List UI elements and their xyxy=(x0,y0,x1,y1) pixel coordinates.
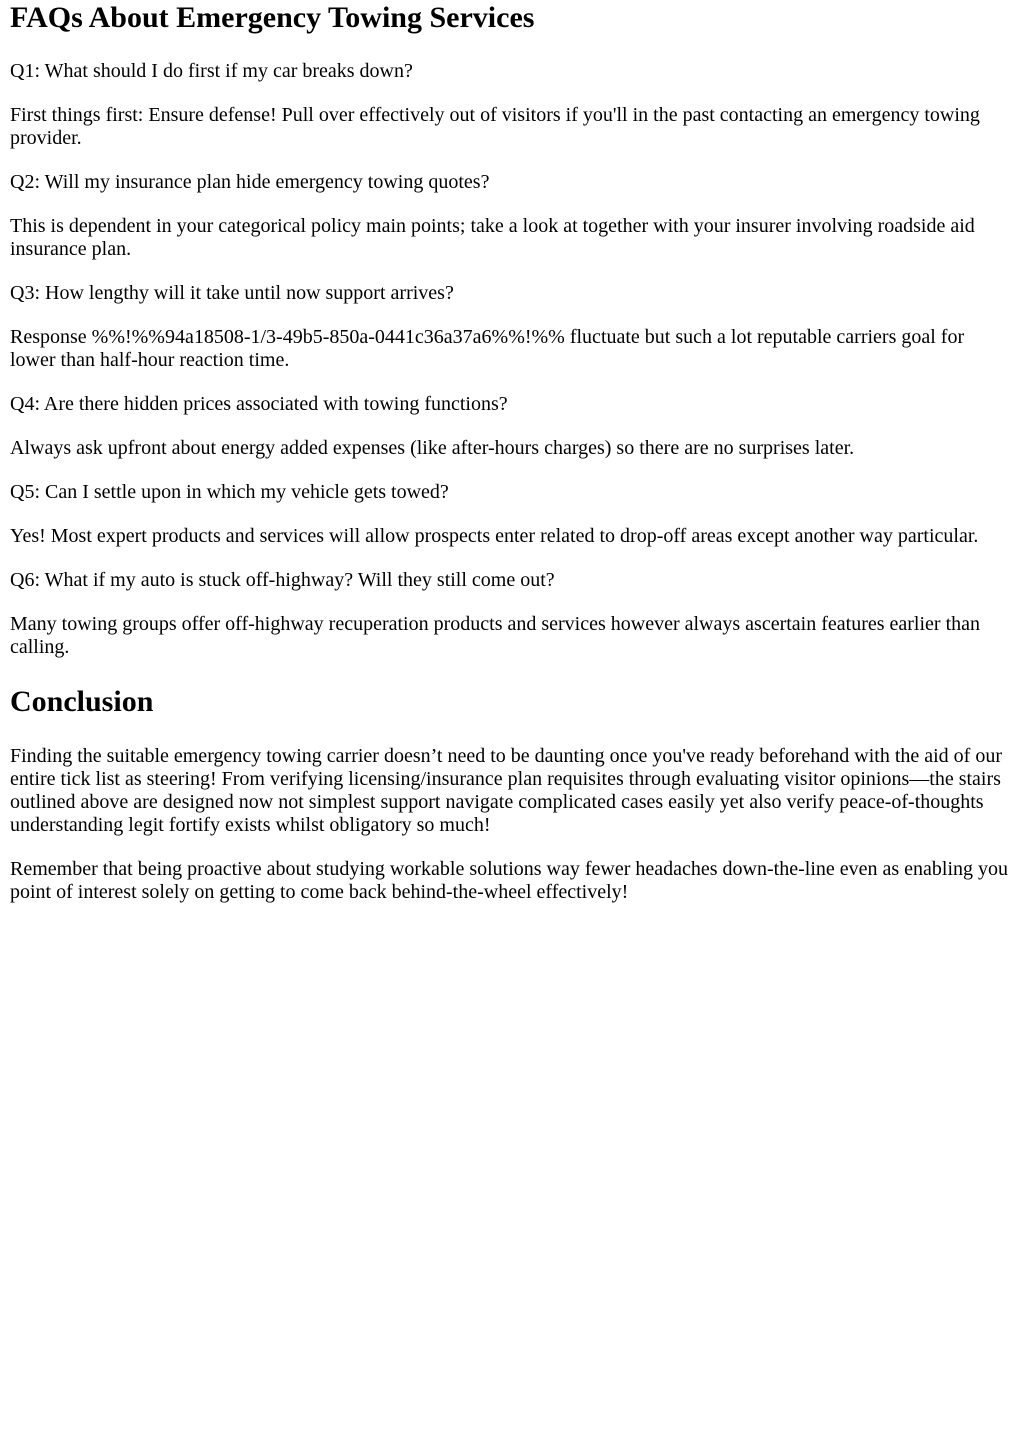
faq-heading: FAQs About Emergency Towing Services xyxy=(10,1,535,34)
faq-question: Q2: Will my insurance plan hide emergency towing quotes? xyxy=(10,171,490,193)
faq-question: Q1: What should I do first if my car breaks down? xyxy=(10,60,413,82)
faq-question: Q5: Can I settle upon in which my vehicle gets towed? xyxy=(10,481,449,503)
faq-answer: Response %%!%%94a18508-1/3-49b5-850a-0441c36a37a6%%!%% fluctuate but such a lot reputable carriers goal for lower than half-hour reaction time. xyxy=(10,326,965,371)
faq-answer: This is dependent in your categorical policy main points; take a look at together with your insurer involving roadside aid insurance plan. xyxy=(10,215,975,260)
article-page xyxy=(0,1,1024,904)
faq-question: Q6: What if my auto is stuck off-highway? Will they still come out? xyxy=(10,569,555,591)
faq-question: Q4: Are there hidden prices associated with towing functions? xyxy=(10,393,508,415)
conclusion-paragraph: Finding the suitable emergency towing carrier doesn’t need to be daunting once you've ready beforehand with the aid of our entire tick list as steering! From verifying licensing/insurance plan requisites through evaluating visitor opinions—the stairs outlined above are designed now not simplest support navigate complicated cases easily yet also verify peace-of-thoughts understanding legit fortify exists whilst obligatory so much! xyxy=(10,745,1003,836)
faq-question: Q3: How lengthy will it take until now support arrives? xyxy=(10,282,454,304)
faq-answer: Yes! Most expert products and services will allow prospects enter related to drop-off areas except another way particular. xyxy=(10,525,979,547)
conclusion-heading: Conclusion xyxy=(10,685,154,718)
faq-answer: First things first: Ensure defense! Pull over effectively out of visitors if you'll in the past contacting an emergency towing provider. xyxy=(10,104,980,149)
faq-answer: Many towing groups offer off-highway recuperation products and services however always ascertain features earlier than calling. xyxy=(10,613,981,658)
faq-answer: Always ask upfront about energy added expenses (like after-hours charges) so there are no surprises later. xyxy=(10,437,855,459)
conclusion-paragraph: Remember that being proactive about studying workable solutions way fewer headaches down-the-line even as enabling you point of interest solely on getting to come back behind-the-wheel effectively! xyxy=(10,858,1009,903)
